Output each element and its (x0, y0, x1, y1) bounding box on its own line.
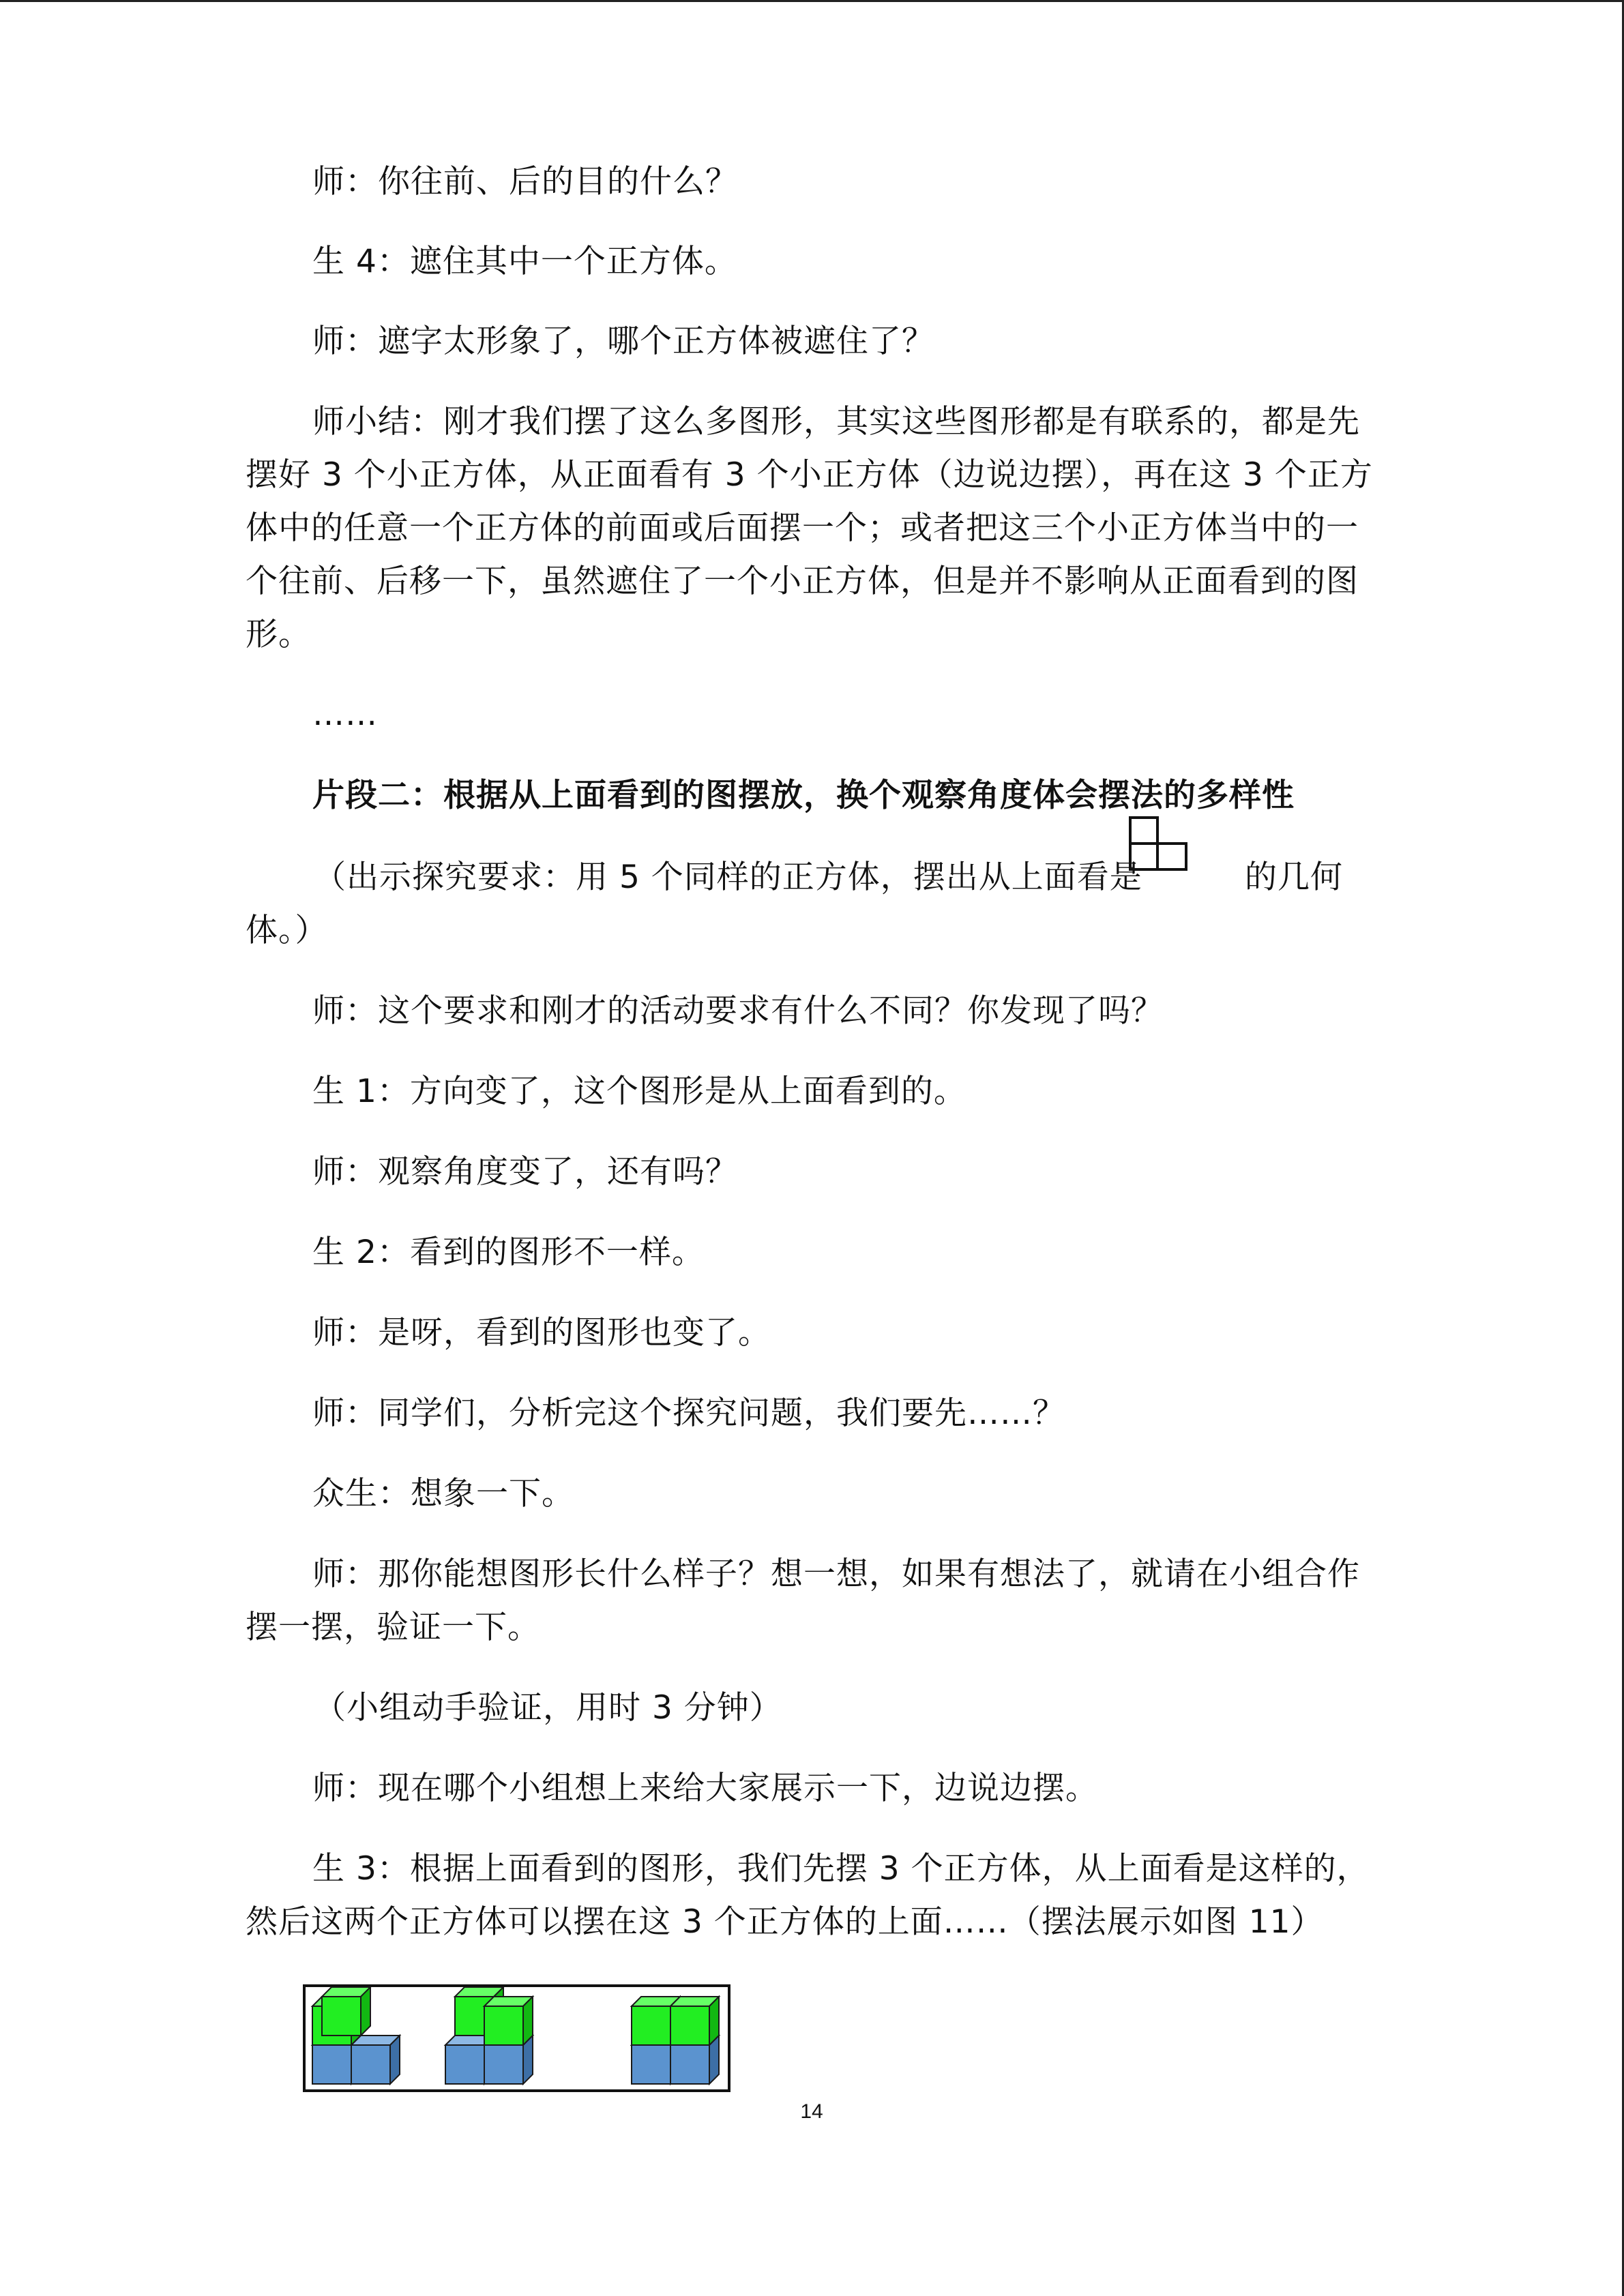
dialogue-line: 众生：想象一下。 (312, 1475, 574, 1512)
dialogue-line: 师：同学们，分析完这个探究问题，我们要先……？ (312, 1395, 1065, 1432)
summary-line: 个往前、后移一下，虽然遮住了一个小正方体，但是并不影响从正面看到的图 (246, 563, 1359, 600)
top-view-shape (1129, 816, 1189, 871)
summary-line: 师小结：刚才我们摆了这么多图形，其实这些图形都是有联系的，都是先 (312, 403, 1360, 441)
dialogue-line: 生 3：根据上面看到的图形，我们先摆 3 个正方体，从上面看是这样的， (312, 1850, 1370, 1888)
dialogue-line: 生 2：看到的图形不一样。 (312, 1234, 705, 1271)
green-cube (484, 1997, 533, 2045)
green-cube (670, 1997, 719, 2045)
green-cube (322, 1987, 370, 2036)
dialogue-line: 摆一摆，验证一下。 (246, 1609, 540, 1646)
requirement-line-end: 的几何 (1245, 859, 1343, 896)
dialogue-line: 师：是呀，看到的图形也变了。 (312, 1314, 771, 1352)
dialogue-line: （小组动手验证，用时 3 分钟） (314, 1689, 782, 1727)
summary-line: 摆好 3 个小正方体，从正面看有 3 个小正方体（边说边摆），再在这 3 个正方 (246, 456, 1373, 494)
blue-cube (351, 2036, 400, 2084)
dialogue-line: 师：你往前、后的目的什么？ (312, 163, 738, 200)
summary-line: 体中的任意一个正方体的前面或后面摆一个；或者把这三个小正方体当中的一 (246, 509, 1359, 547)
cube-arrangements-drawing (306, 1987, 728, 2089)
dialogue-line: 师：观察角度变了，还有吗？ (312, 1153, 738, 1191)
page-number: 14 (800, 2100, 823, 2123)
page-border-top (0, 0, 1624, 2)
requirement-line: （出示探究要求：用 5 个同样的正方体，摆出从上面看是 (314, 859, 1142, 896)
dialogue-line: 生 4：遮住其中一个正方体。 (312, 243, 737, 280)
summary-line: 形。 (246, 616, 311, 653)
dialogue-line: 师：遮字太形象了，哪个正方体被遮住了？ (312, 323, 934, 360)
dialogue-line: 师：这个要求和刚才的活动要求有什么不同？你发现了吗？ (312, 992, 1164, 1030)
dialogue-line: 师：现在哪个小组想上来给大家展示一下，边说边摆。 (312, 1770, 1098, 1807)
dialogue-line: 师：那你能想图形长什么样子？想一想，如果有想法了，就请在小组合作 (312, 1555, 1360, 1593)
dialogue-line: 生 1：方向变了，这个图形是从上面看到的。 (312, 1073, 966, 1110)
requirement-line: 体。） (246, 912, 328, 949)
figure-11-cube-arrangements (303, 1984, 730, 2092)
dialogue-line: 然后这两个正方体可以摆在这 3 个正方体的上面……（摆法展示如图 11） (246, 1903, 1324, 1941)
section-heading: 片段二：根据从上面看到的图摆放，换个观察角度体会摆法的多样性 (312, 777, 1295, 814)
ellipsis: …… (312, 696, 378, 733)
